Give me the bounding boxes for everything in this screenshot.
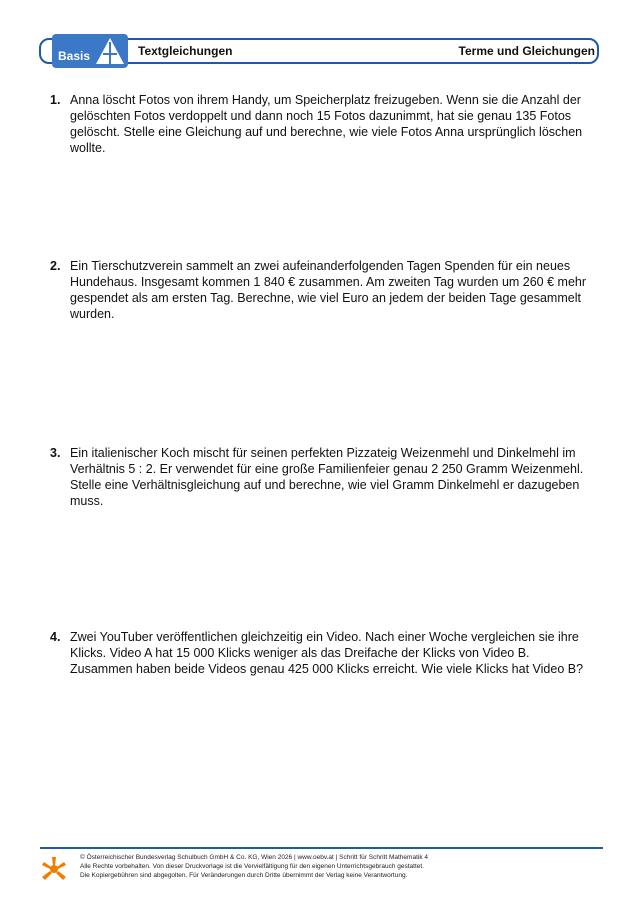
footer-divider xyxy=(40,847,603,849)
triangle-icon xyxy=(94,36,126,66)
worksheet-topic: Terme und Gleichungen xyxy=(458,44,595,58)
footer-line-2: Alle Rechte vorbehalten. Von dieser Druckvorlage ist die Vervielfältigung für den eigenen Unterrichtsgebrauch gestattet. xyxy=(80,863,424,870)
task-2 xyxy=(50,258,590,322)
footer-line-3: Die Kopiergebühren sind abgegolten. Für Veränderungen durch Dritte übernimmt der Verlag keine Verantwortung. xyxy=(80,872,408,879)
task-number: 4. xyxy=(50,630,61,644)
task-1 xyxy=(50,92,590,156)
task-number: 3. xyxy=(50,446,61,460)
task-3 xyxy=(50,445,590,509)
task-number: 2. xyxy=(50,259,61,273)
task-text: Ein italienischer Koch mischt für seinen perfekten Pizzateig Weizenmehl und Dinkelmehl im Verhältnis 5 : 2. Er verwendet für eine große Familienfeier genau 2 250 Gramm Weizenmehl. Stelle eine Verhältnisgleichung auf und berechne, wie viel Gramm Dinkelmehl er dazugeben muss. xyxy=(70,446,584,508)
level-badge xyxy=(52,34,128,68)
footer-copyright xyxy=(80,853,428,880)
worksheet-title: Textgleichungen xyxy=(138,44,233,58)
level-badge-label: Basis xyxy=(58,49,91,63)
publisher-logo-icon xyxy=(40,855,68,883)
footer-line-1: © Österreichischer Bundesverlag Schulbuch GmbH & Co. KG, Wien 2026 | www.oebv.at | Schritt für Schritt Mathematik 4 xyxy=(80,854,428,861)
task-text: Zwei YouTuber veröffentlichen gleichzeitig ein Video. Nach einer Woche vergleichen sie ihre Klicks. Video A hat 15 000 Klicks weniger als das Dreifache der Klicks von Video B. Zusammen haben beide Videos genau 425 000 Klicks erreicht. Wie viele Klicks hat Video B? xyxy=(70,630,584,676)
task-text: Anna löscht Fotos von ihrem Handy, um Speicherplatz freizugeben. Wenn sie die Anzahl der gelöschten Fotos verdoppelt und dann noch 15 Fotos dazunimmt, hat sie genau 135 Fotos gelöscht. Stelle eine Gleichung auf und berechne, wie viele Fotos Anna ursprünglich löschen wollte. xyxy=(70,93,583,155)
task-text: Ein Tierschutzverein sammelt an zwei aufeinanderfolgenden Tagen Spenden für ein neues Hundehaus. Insgesamt kommen 1 840 € zusammen. Am zweiten Tag wurden um 260 € mehr gespendet als am ersten Tag. Berechne, wie viel Euro an jedem der beiden Tage gesammelt wurden. xyxy=(70,259,587,321)
task-number: 1. xyxy=(50,93,61,107)
task-4 xyxy=(50,629,590,677)
